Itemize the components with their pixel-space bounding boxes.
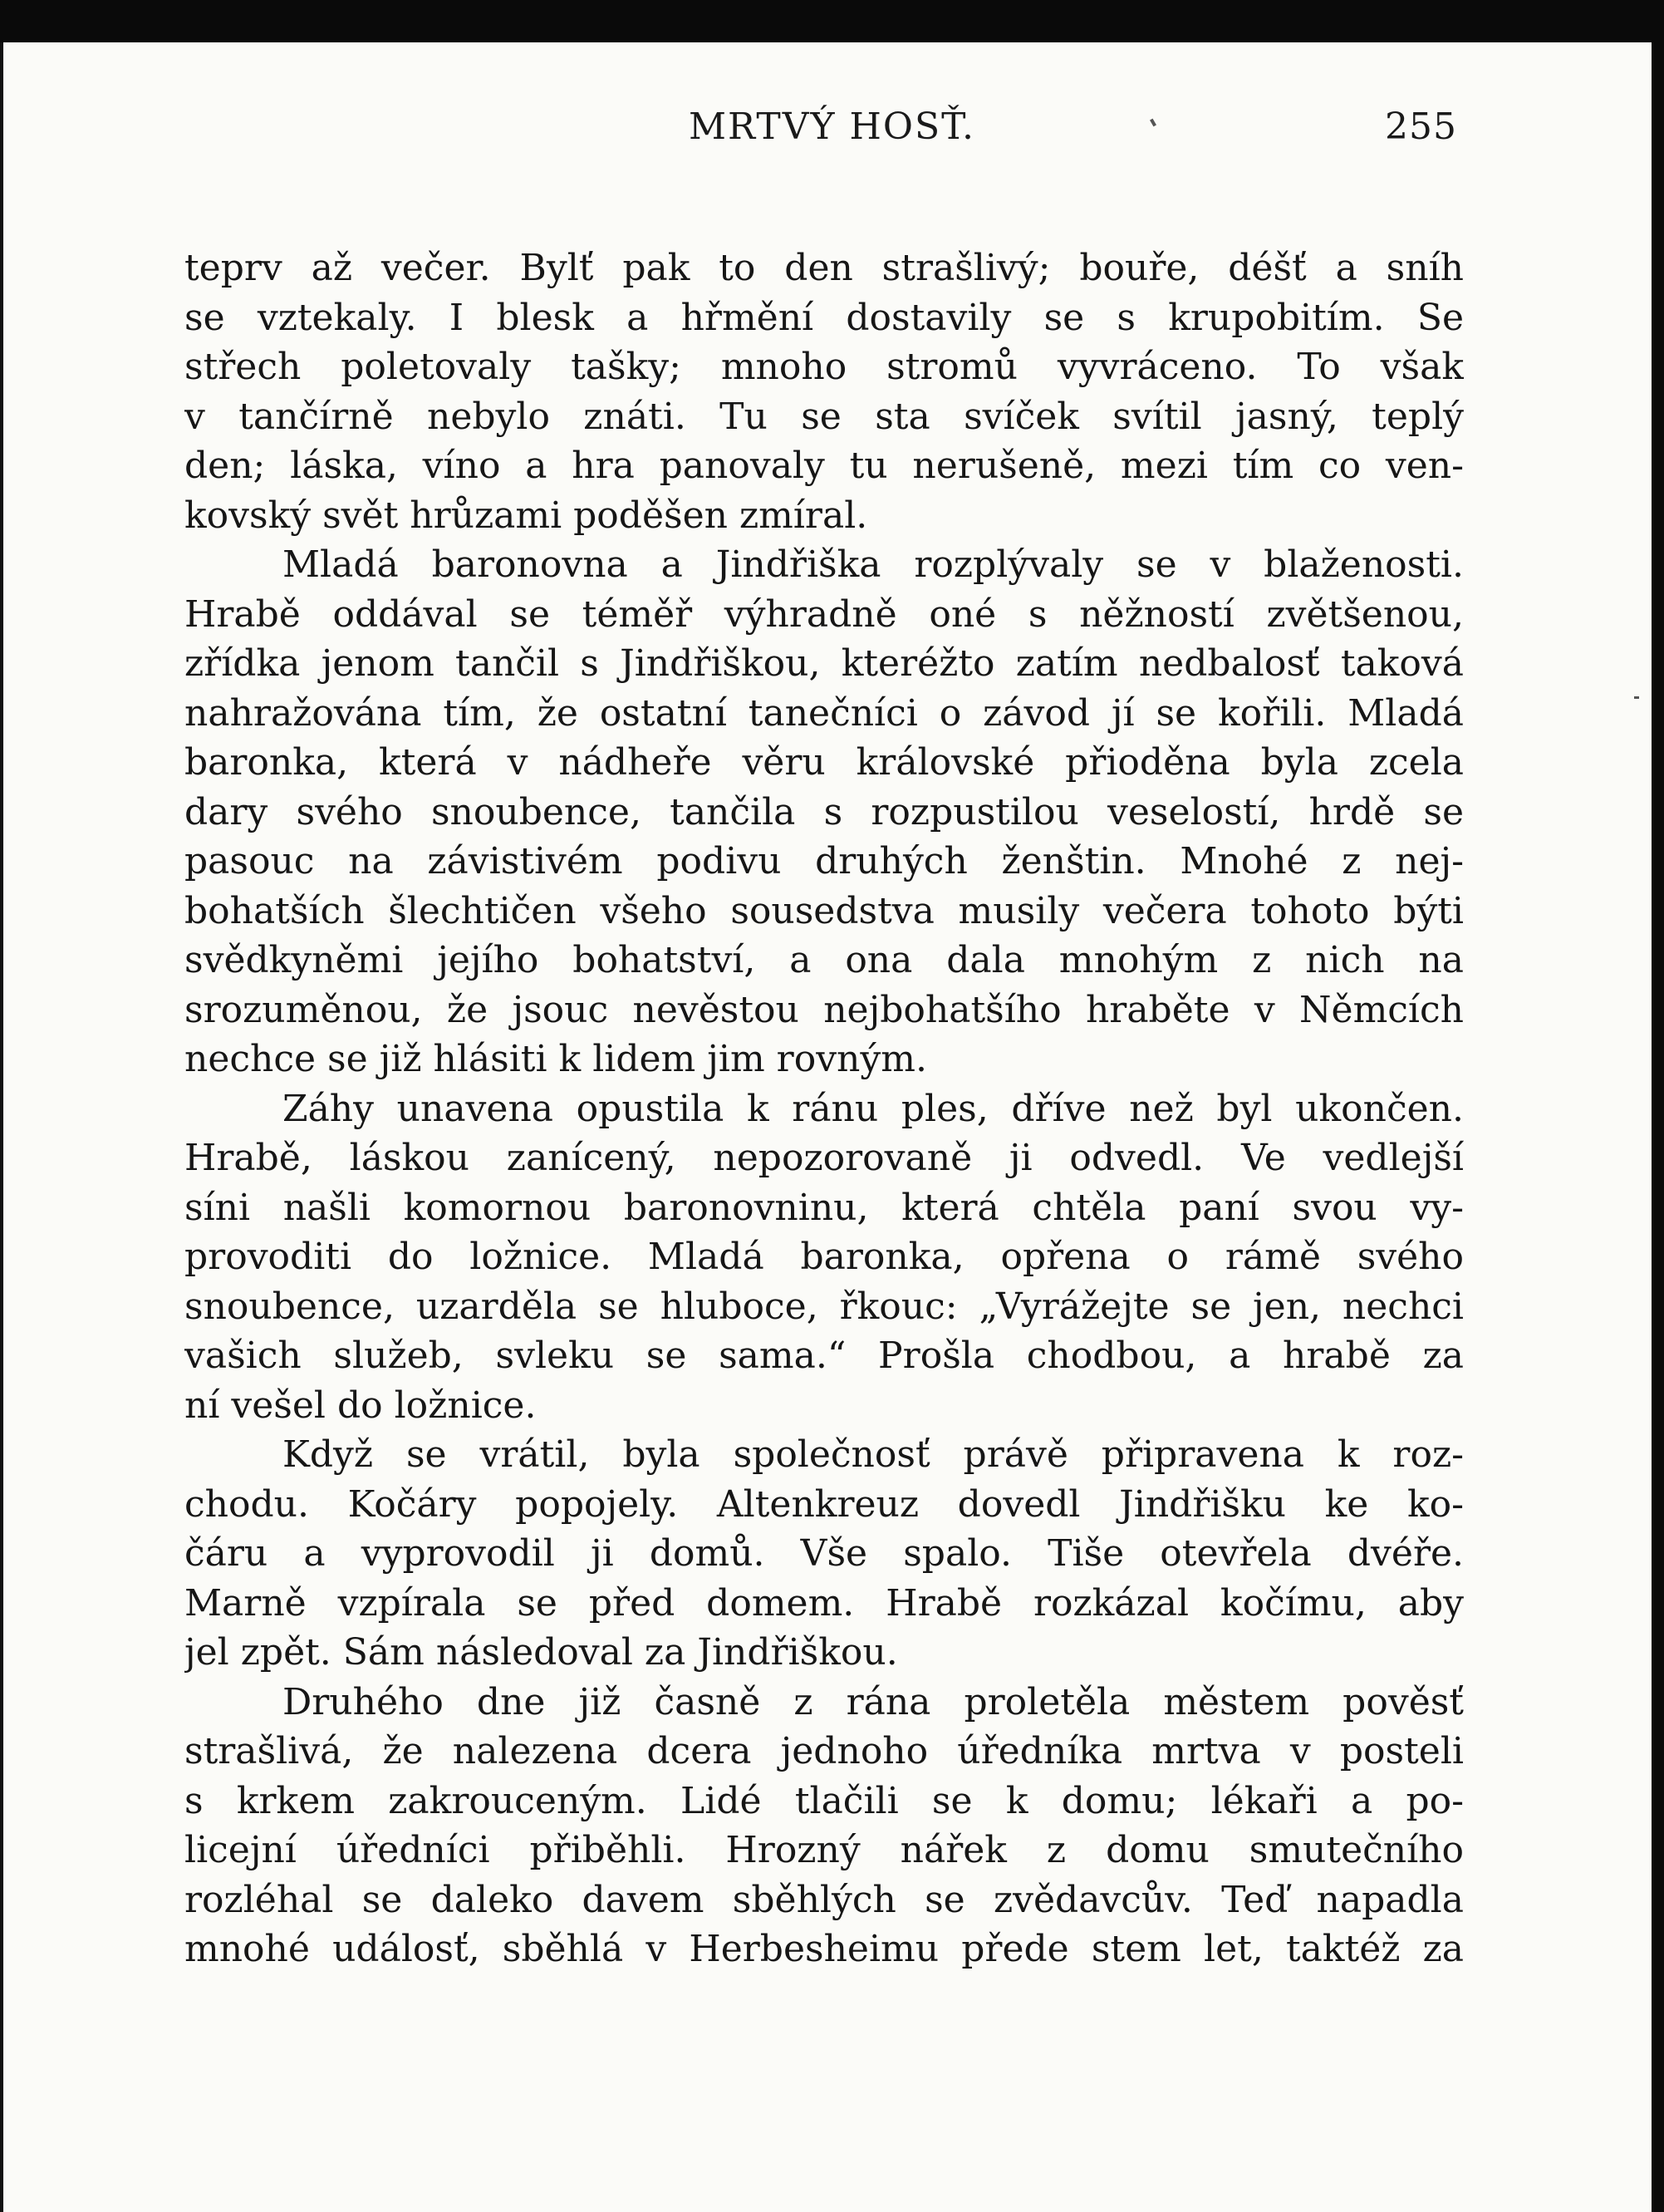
paragraph-start: Když se vrátil, byla společnosť právě připravena k roz- — [282, 1433, 1464, 1476]
text-line: dary svého snoubence, tančila s rozpustilou veselostí, hrdě se — [184, 790, 1464, 833]
text-line: mnohé událosť, sběhlá v Herbesheimu přede stem let, taktéž za — [184, 1928, 1464, 1970]
paragraph-start: Druhého dne již časně z rána proletěla městem pověsť — [282, 1680, 1464, 1723]
scan-speck — [1634, 696, 1639, 699]
text-line: Hrabě, láskou zanícený, nepozorovaně ji odvedl. Ve vedlejší — [184, 1137, 1464, 1179]
text-line: licejní úředníci přiběhli. Hrozný nářek z domu smutečního — [184, 1829, 1464, 1871]
text-line: kovský svět hrůzami poděšen zmíral. — [184, 494, 868, 537]
text-line: vašich služeb, svleku se sama.“ Prošla chodbou, a hrabě za — [184, 1335, 1464, 1377]
text-line: strašlivá, že nalezena dcera jednoho úředníka mrtva v posteli — [184, 1730, 1464, 1772]
text-line: s krkem zakrouceným. Lidé tlačili se k domu; lékaři a po- — [184, 1779, 1464, 1822]
text-line: se vztekaly. I blesk a hřmění dostavily se s krupobitím. Se — [184, 296, 1464, 339]
text-line: síni našli komornou baronovninu, která chtěla paní svou vy- — [184, 1186, 1464, 1229]
page-header — [0, 106, 1664, 164]
text-line: rozléhal se daleko davem sběhlých se zvědavcův. Teď napadla — [184, 1878, 1464, 1921]
text-line: svědkyněmi jejího bohatství, a ona dala mnohým z nich na — [184, 939, 1464, 981]
text-line: nahražována tím, že ostatní tanečníci o závod jí se kořili. Mladá — [184, 691, 1464, 735]
text-line: chodu. Kočáry popojely. Altenkreuz dovedl Jindřišku ke ko- — [184, 1482, 1464, 1526]
text-line: v tančírně nebylo znáti. Tu se sta svíček svítil jasný, teplý — [184, 395, 1464, 438]
text-line: teprv až večer. Bylť pak to den strašlivý; bouře, déšť a sníh — [184, 247, 1464, 289]
text-line: ní vešel do ložnice. — [184, 1384, 537, 1427]
text-line: srozuměnou, že jsouc nevěstou nejbohatšího hraběte v Němcích — [184, 988, 1464, 1031]
running-title: MRTVÝ HOSŤ. — [688, 106, 976, 148]
scan-border — [1652, 42, 1664, 2212]
page-number: 255 — [1385, 106, 1457, 148]
text-line: střech poletovaly tašky; mnoho stromů vyvráceno. To však — [184, 346, 1464, 388]
text-line: Hrabě oddával se téměř výhradně oné s něžností zvětšenou, — [184, 592, 1464, 636]
text-line: nechce se již hlásiti k lidem jim rovným. — [184, 1038, 927, 1080]
paragraph-start: Mladá baronovna a Jindřiška rozplývaly se v blaženosti. — [282, 543, 1464, 586]
text-line: bohatších šlechtičen všeho sousedstva musily večera tohoto býti — [184, 889, 1464, 932]
text-line: baronka, která v nádheře věru královské přioděna byla zcela — [184, 741, 1464, 784]
paragraph-start: Záhy unavena opustila k ránu ples, dříve než byl ukončen. — [282, 1087, 1464, 1130]
text-line: zřídka jenom tančil s Jindřiškou, kteréžto zatím nedbalosť taková — [184, 642, 1464, 685]
text-line: pasouc na závistivém podivu druhých ženštin. Mnohé z nej- — [184, 840, 1464, 882]
text-line: jel zpět. Sám následoval za Jindřiškou. — [184, 1631, 898, 1674]
text-line: čáru a vyprovodil ji domů. Vše spalo. Tiše otevřela dvéře. — [184, 1532, 1464, 1575]
text-line: provoditi do ložnice. Mladá baronka, opřena o rámě svého — [184, 1236, 1464, 1278]
text-line: snoubence, uzarděla se hluboce, řkouc: „Vyrážejte se jen, nechci — [184, 1285, 1464, 1328]
text-line: Marně vzpírala se před domem. Hrabě rozkázal kočímu, aby — [184, 1581, 1464, 1625]
text-line: den; láska, víno a hra panovaly tu nerušeně, mezi tím co ven- — [184, 445, 1464, 487]
body-text — [184, 243, 1464, 1974]
